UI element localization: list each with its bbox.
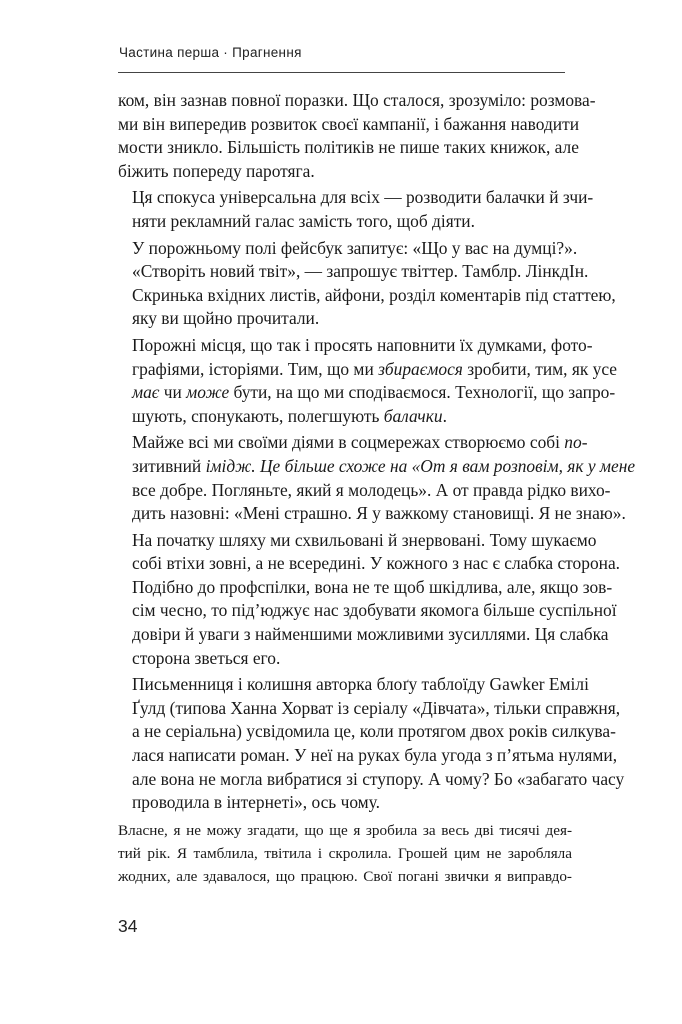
- text-line: довіри й уваги з найменшими можливими зусиллями. Ця слабка: [132, 624, 609, 645]
- paragraph: [118, 673, 625, 815]
- text-line: собі втіхи зовні, а не всередині. У кожного з нас є слабка сторона.: [132, 553, 621, 574]
- emphasis: може: [186, 382, 230, 403]
- paragraph: [118, 431, 636, 525]
- text-line: «Створіть новий твіт», — запрошує твіттер. Тамблр. ЛінкдІн.: [132, 261, 589, 282]
- text-line: а не серіальна) усвідомила це, коли протягом двох років силкува-: [132, 721, 616, 742]
- emphasis: імідж. Це більше схоже на «От я вам розповім, як у мене: [201, 455, 636, 476]
- text-line: має чи може бути, на що ми сподіваємося. Технології, що запро-: [132, 382, 616, 403]
- text-line: ми він випередив розвиток своєї кампанії, і бажання наводити: [118, 113, 580, 134]
- emphasis: має: [132, 382, 160, 403]
- block-quote: [118, 819, 572, 888]
- body-text: [118, 89, 636, 815]
- text-line: лася написати роман. У неї на руках була угода з пʼятьма нулями,: [132, 745, 618, 766]
- text-line: дить назовні: «Мені страшно. Я у важкому становищі. Я не знаю».: [132, 503, 626, 524]
- text-line: ком, він зазнав повної поразки. Що сталося, зрозуміло: розмова-: [118, 90, 596, 110]
- text-line: няти рекламний галас замість того, щоб діяти.: [132, 210, 475, 231]
- paragraph: [118, 334, 618, 428]
- page-number: 34: [118, 916, 138, 936]
- text-line: мости зникло. Більшість політиків не пише таких книжок, але: [118, 137, 579, 158]
- text-line: яку ви щойно прочитали.: [132, 308, 320, 329]
- header-rule: [118, 72, 565, 73]
- text-line: Ґулд (типова Ханна Хорват із серіалу «Дівчата», тільки справжня,: [132, 697, 621, 718]
- text-line: Письменниця і колишня авторка блоґу таблоїду Gawker Емілі: [132, 674, 589, 695]
- text-line: Власне, я не можу згадати, що ще я зробила за весь дві тисячі дея-: [118, 822, 572, 839]
- text-line: графіями, історіями. Тим, що ми збираємося зробити, тим, як усе: [132, 358, 618, 379]
- paragraph: [118, 186, 594, 233]
- text-line: біжить попереду паротяга.: [118, 160, 315, 181]
- text-line: Порожні місця, що так і просять наповнити їх думками, фото-: [132, 334, 593, 355]
- text-line: але вона не могла вибратися зі ступору. А чому? Бо «забагато часу: [132, 768, 625, 789]
- text-line: шують, спонукають, полегшують балачки.: [132, 405, 447, 426]
- running-head: Частина перша · Прагнення: [119, 45, 302, 60]
- quote-paragraph: [118, 819, 572, 888]
- paragraph: [118, 529, 621, 671]
- text-line: зитивний імідж. Це більше схоже на «От я вам розповім, як у мене: [132, 455, 636, 476]
- emphasis: балачки: [383, 405, 443, 426]
- text-line: У порожньому полі фейсбук запитує: «Що у вас на думці?».: [132, 237, 578, 258]
- text-line: сім чесно, то підʼюджує нас здобувати якомога більше суспільної: [132, 600, 617, 621]
- emphasis: збираємося: [378, 358, 463, 379]
- text-line: жодних, але здавалося, що працюю. Свої погані звички я виправдо-: [118, 868, 572, 885]
- paragraph: [118, 89, 596, 183]
- text-line: проводила в інтернеті», ось чому.: [132, 792, 380, 813]
- text-line: сторона зветься его.: [132, 647, 281, 668]
- paragraph: [118, 237, 616, 331]
- text-line: все добре. Погляньте, який я молодець». А от правда рідко вихо-: [132, 479, 611, 500]
- text-line: На початку шляху ми схвильовані й знервовані. Тому шукаємо: [132, 529, 597, 550]
- text-line: Подібно до профспілки, вона не те щоб шкідлива, але, якщо зов-: [132, 576, 613, 597]
- emphasis: по-: [564, 432, 588, 453]
- text-line: Ця спокуса універсальна для всіх — розводити балачки й зчи-: [132, 187, 594, 208]
- text-line: тий рік. Я тамблила, твітила і скролила. Грошей цим не заробляла: [118, 845, 572, 862]
- text-line: Майже всі ми своїми діями в соцмережах створюємо собі по-: [132, 432, 588, 453]
- text-line: Скринька вхідних листів, айфони, розділ коментарів під статтею,: [132, 284, 616, 305]
